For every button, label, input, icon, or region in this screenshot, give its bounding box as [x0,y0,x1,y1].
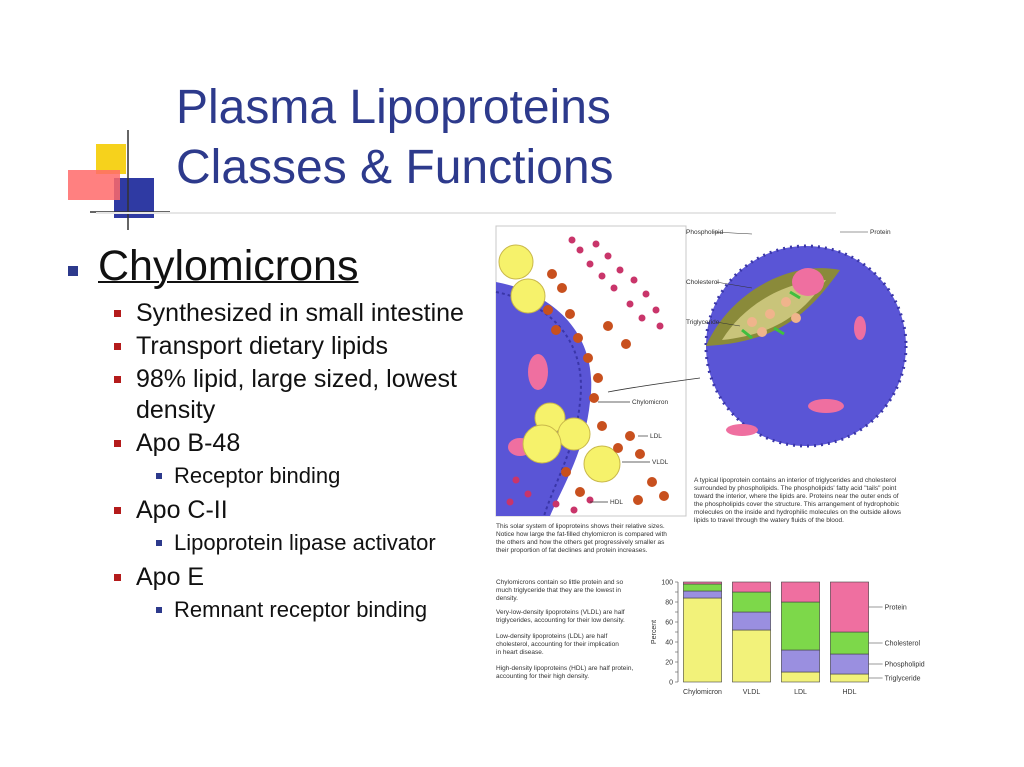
caption-line: lipids to travel through the watery fluids of the blood. [694,517,844,524]
bullet-item [60,298,480,329]
x-tick-label: VLDL [742,689,761,696]
bar-segment-cholesterol [732,592,770,612]
bullet-marker [114,574,121,581]
bullet-marker [114,310,121,317]
x-tick-label: Chylomicron [683,689,722,696]
y-axis [661,580,678,687]
bullet-marker [114,343,121,350]
bar-segment-phospholipid [683,591,721,598]
note-line: Chylomicrons contain so little protein and so [496,579,624,586]
note-line: accounting for their high density. [496,673,590,680]
bar-segment-triglyceride [781,672,819,682]
composition-chart [651,580,925,697]
bullet-text: Apo B-48 [136,429,241,457]
y-tick-label: 100 [661,579,673,587]
bar-segment-protein [830,582,868,632]
bar-segment-cholesterol [683,584,721,591]
bar-segment-phospholipid [830,654,868,674]
sub-bullet-item [60,528,480,558]
label-vldl: VLDL [652,459,669,466]
bullet-text: Apo C-II [136,496,228,524]
bullet-marker [156,607,162,613]
bar-segment-triglyceride [683,598,721,682]
bar-segment-triglyceride [732,630,770,682]
bullet-item [60,428,480,459]
bar-segment-protein [781,582,819,602]
caption-line: the others and how the others get progressively smaller as [496,539,665,546]
label-protein: Protein [870,229,891,236]
bullet-text: Synthesized in small intestine [136,299,464,327]
note-line: Low-density lipoproteins (LDL) are half [496,633,608,640]
title-divider [96,212,836,214]
bar-segment-phospholipid [781,650,819,672]
caption-line: This solar system of lipoproteins shows their relative sizes. [496,523,665,530]
sub-bullet-text: Receptor binding [174,463,341,488]
caption-sphere [694,477,902,524]
x-axis [683,689,857,696]
label-hdl: HDL [610,499,624,506]
bullet-text: 98% lipid, large sized, lowest density [136,365,457,424]
note-line: density. [496,595,518,602]
note-line: triglycerides, accounting for their low density. [496,617,625,624]
bar-segment-protein [732,582,770,592]
bullet-marker [156,540,162,546]
caption-solar [496,523,667,554]
sub-bullet-text: Remnant receptor binding [174,597,428,622]
bar-segment-phospholipid [732,612,770,630]
note-line: High-density lipoproteins (HDL) are half protein, [496,665,634,672]
bullet-chylomicrons [60,240,480,292]
bullet-marker [114,376,121,383]
y-axis-label: Percent [651,619,658,645]
bullet-marker [114,507,121,514]
caption-line: their proportion of fat declines and protein increases. [496,547,648,554]
x-tick-label: HDL [842,689,857,696]
sub-bullet-item [60,595,480,625]
legend-label: Phospholipid [884,661,925,669]
sub-bullet-item [60,461,480,491]
bar-segment-cholesterol [781,602,819,650]
legend [869,605,925,683]
bar-segment-protein [683,582,721,584]
chart-notes [496,579,633,680]
caption-line: molecules on the inside and hydrophilic molecules on the outside allows [694,509,902,516]
label-triglyceride: Triglyceride [686,319,720,326]
note-line: in heart disease. [496,649,544,656]
bullet-text: Transport dietary lipids [136,332,388,360]
bullet-marker [68,266,78,276]
bullet-item [60,562,480,593]
caption-line: surrounded by phospholipids. The phospholipids' fatty acid "tails" point [694,485,897,492]
legend-label: Triglyceride [884,675,921,683]
note-line: Very-low-density lipoproteins (VLDL) are half [496,609,625,616]
label-chylomicron: Chylomicron [632,399,669,406]
y-tick-label: 0 [669,679,673,687]
slide-title [176,78,614,198]
legend-label: Cholesterol [884,640,921,648]
bar-segment-triglyceride [830,674,868,682]
bullet-marker [156,473,162,479]
y-tick-label: 20 [665,659,673,667]
note-line: cholesterol, accounting for their implication [496,641,619,648]
bar-segment-cholesterol [830,632,868,654]
bullet-item [60,495,480,526]
caption-line: Notice how large the fat-filled chylomicron is compared with [496,531,667,538]
y-tick-label: 40 [665,639,673,647]
bullet-item [60,331,480,362]
bullet-main-text: Chylomicrons [98,242,359,290]
bullet-marker [114,440,121,447]
legend-label: Protein [884,604,907,612]
y-tick-label: 80 [665,599,673,607]
lipoprotein-size-diagram [496,226,686,516]
note-line: much triglyceride that they are the lowest in [496,587,622,594]
x-tick-label: LDL [794,689,807,696]
label-ldl: LDL [650,433,662,440]
label-cholesterol: Cholesterol [686,279,719,286]
bars [683,582,868,682]
caption-line: toward the interior, where the lipids are. Proteins near the outer ends of [694,493,899,500]
y-tick-label: 60 [665,619,673,627]
bullet-list [60,240,480,629]
bullet-text: Apo E [136,563,205,591]
caption-line: A typical lipoprotein contains an interior of triglycerides and cholesterol [694,477,897,484]
bullet-item [60,364,480,426]
title-line-2: Classes & Functions [176,141,614,194]
title-line-1: Plasma Lipoproteins [176,81,611,134]
decorative-squares [60,130,170,230]
caption-line: the phospholipids cover the structure. This arrangement of hydrophobic [694,501,900,508]
label-phospholipid: Phospholipid [686,229,724,236]
lipoprotein-figure [490,222,930,702]
sub-bullet-text: Lipoprotein lipase activator [174,530,436,555]
